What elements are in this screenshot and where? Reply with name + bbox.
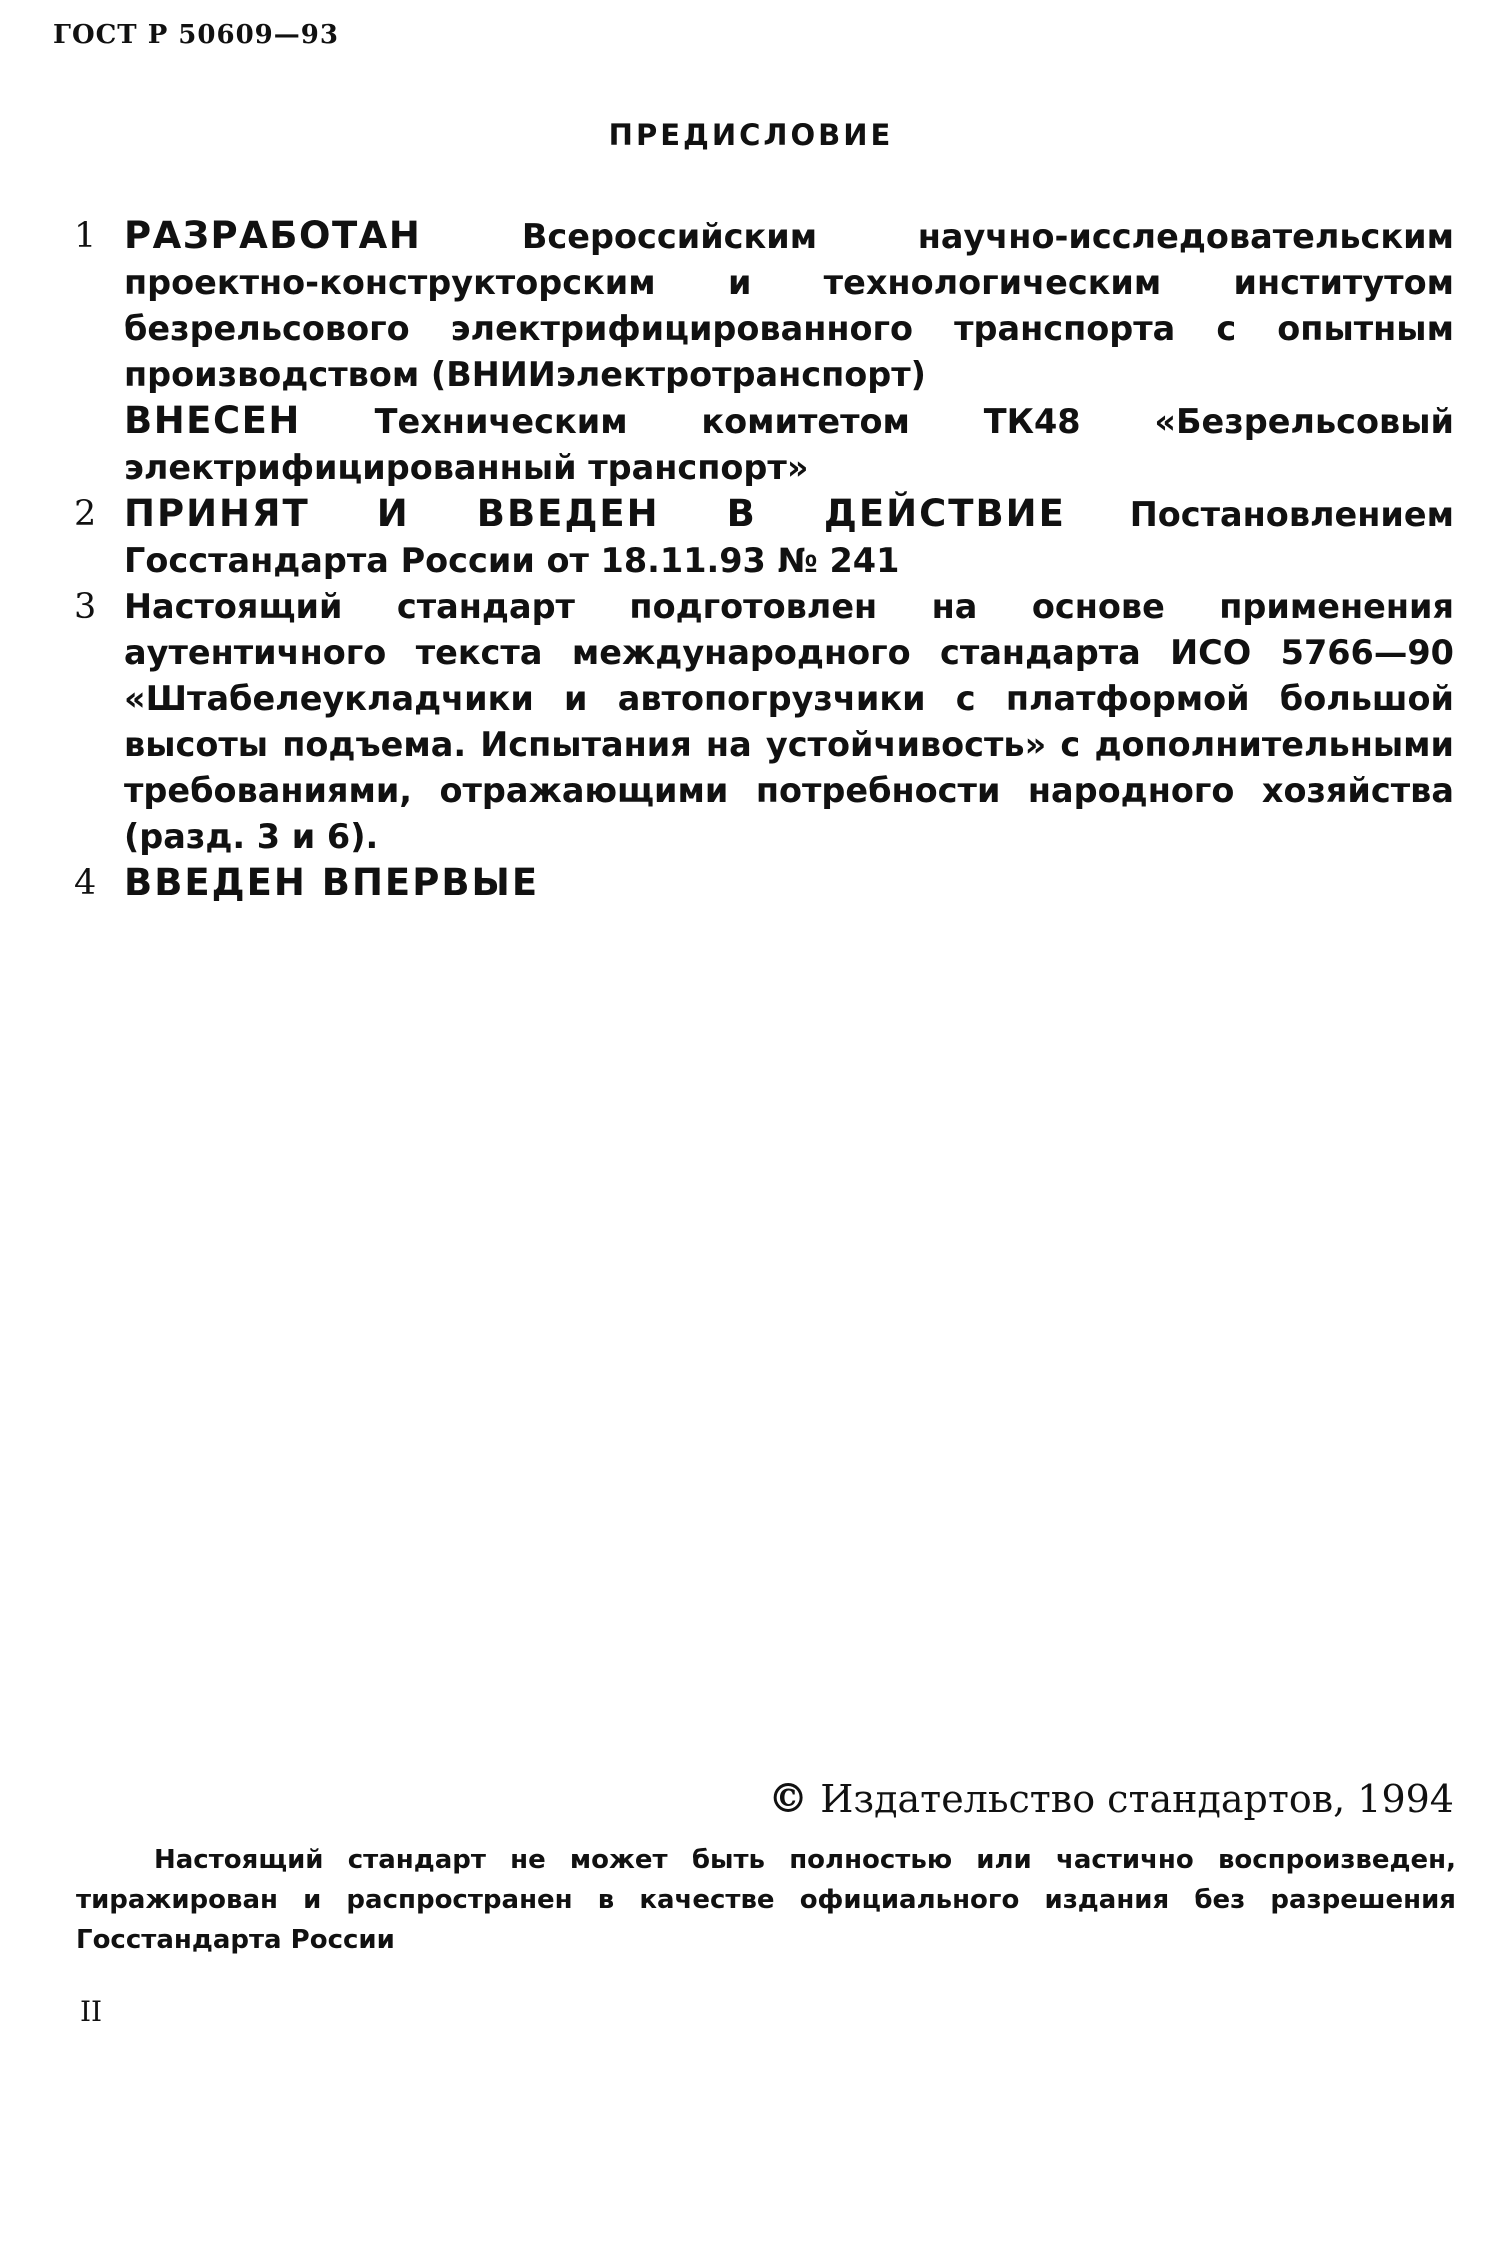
preface-item-4 xyxy=(74,860,1454,907)
preface-item-2 xyxy=(74,491,1454,584)
item-number: 2 xyxy=(74,494,97,534)
preface-items xyxy=(74,213,1454,907)
copyright-text: Издательство стандартов, 1994 xyxy=(808,1777,1454,1821)
copyright-icon: © xyxy=(768,1775,809,1822)
item-lead: РАЗРАБОТАН xyxy=(124,214,422,257)
item-number: 3 xyxy=(74,587,97,627)
copyright-line xyxy=(768,1775,1454,1822)
item-text: Постановлением Госстандарта России от 18.11.93 № 241 xyxy=(124,495,1454,580)
preface-item-3 xyxy=(74,584,1454,860)
item-text: Всероссийским научно-исследовательским проектно-конструкторским и технологическим институтом безрельсового электрифицированного транспорта с опытным производством (ВНИИэлектротранспорт) xyxy=(124,217,1454,394)
item-lead: ПРИНЯТ И ВВЕДЕН В ДЕЙСТВИЕ xyxy=(124,492,1066,535)
section-title: ПРЕДИСЛОВИЕ xyxy=(608,118,894,152)
item-paragraph xyxy=(124,491,1454,584)
item-number: 4 xyxy=(74,863,97,903)
preface-item-1 xyxy=(74,213,1454,491)
running-header: ГОСТ Р 50609—93 xyxy=(53,20,339,50)
item-paragraph xyxy=(124,213,1454,398)
item-paragraph xyxy=(124,860,1454,907)
reproduction-notice: Настоящий стандарт не может быть полностью или частично воспроизведен, тиражирован и распространен в качестве официального издания без разрешения Госстандарта России xyxy=(76,1845,1456,1955)
item-subparagraph xyxy=(124,398,1454,491)
page-number: II xyxy=(80,1995,103,2028)
item-sub-text: Техническим комитетом ТК48 «Безрельсовый электрифицированный транспорт» xyxy=(124,402,1454,487)
item-number: 1 xyxy=(74,216,97,256)
item-text: Настоящий стандарт подготовлен на основе применения аутентичного текста международного стандарта ИСО 5766—90 «Штабелеукладчики и автопогрузчики с платформой большой высоты подъема. Испытания на устойчивость» с дополнительными требованиями, отражающими потребности народного хозяйства (разд. 3 и 6). xyxy=(124,587,1454,856)
item-sub-lead: ВНЕСЕН xyxy=(124,399,301,442)
item-lead: ВВЕДЕН ВПЕРВЫЕ xyxy=(124,861,540,904)
